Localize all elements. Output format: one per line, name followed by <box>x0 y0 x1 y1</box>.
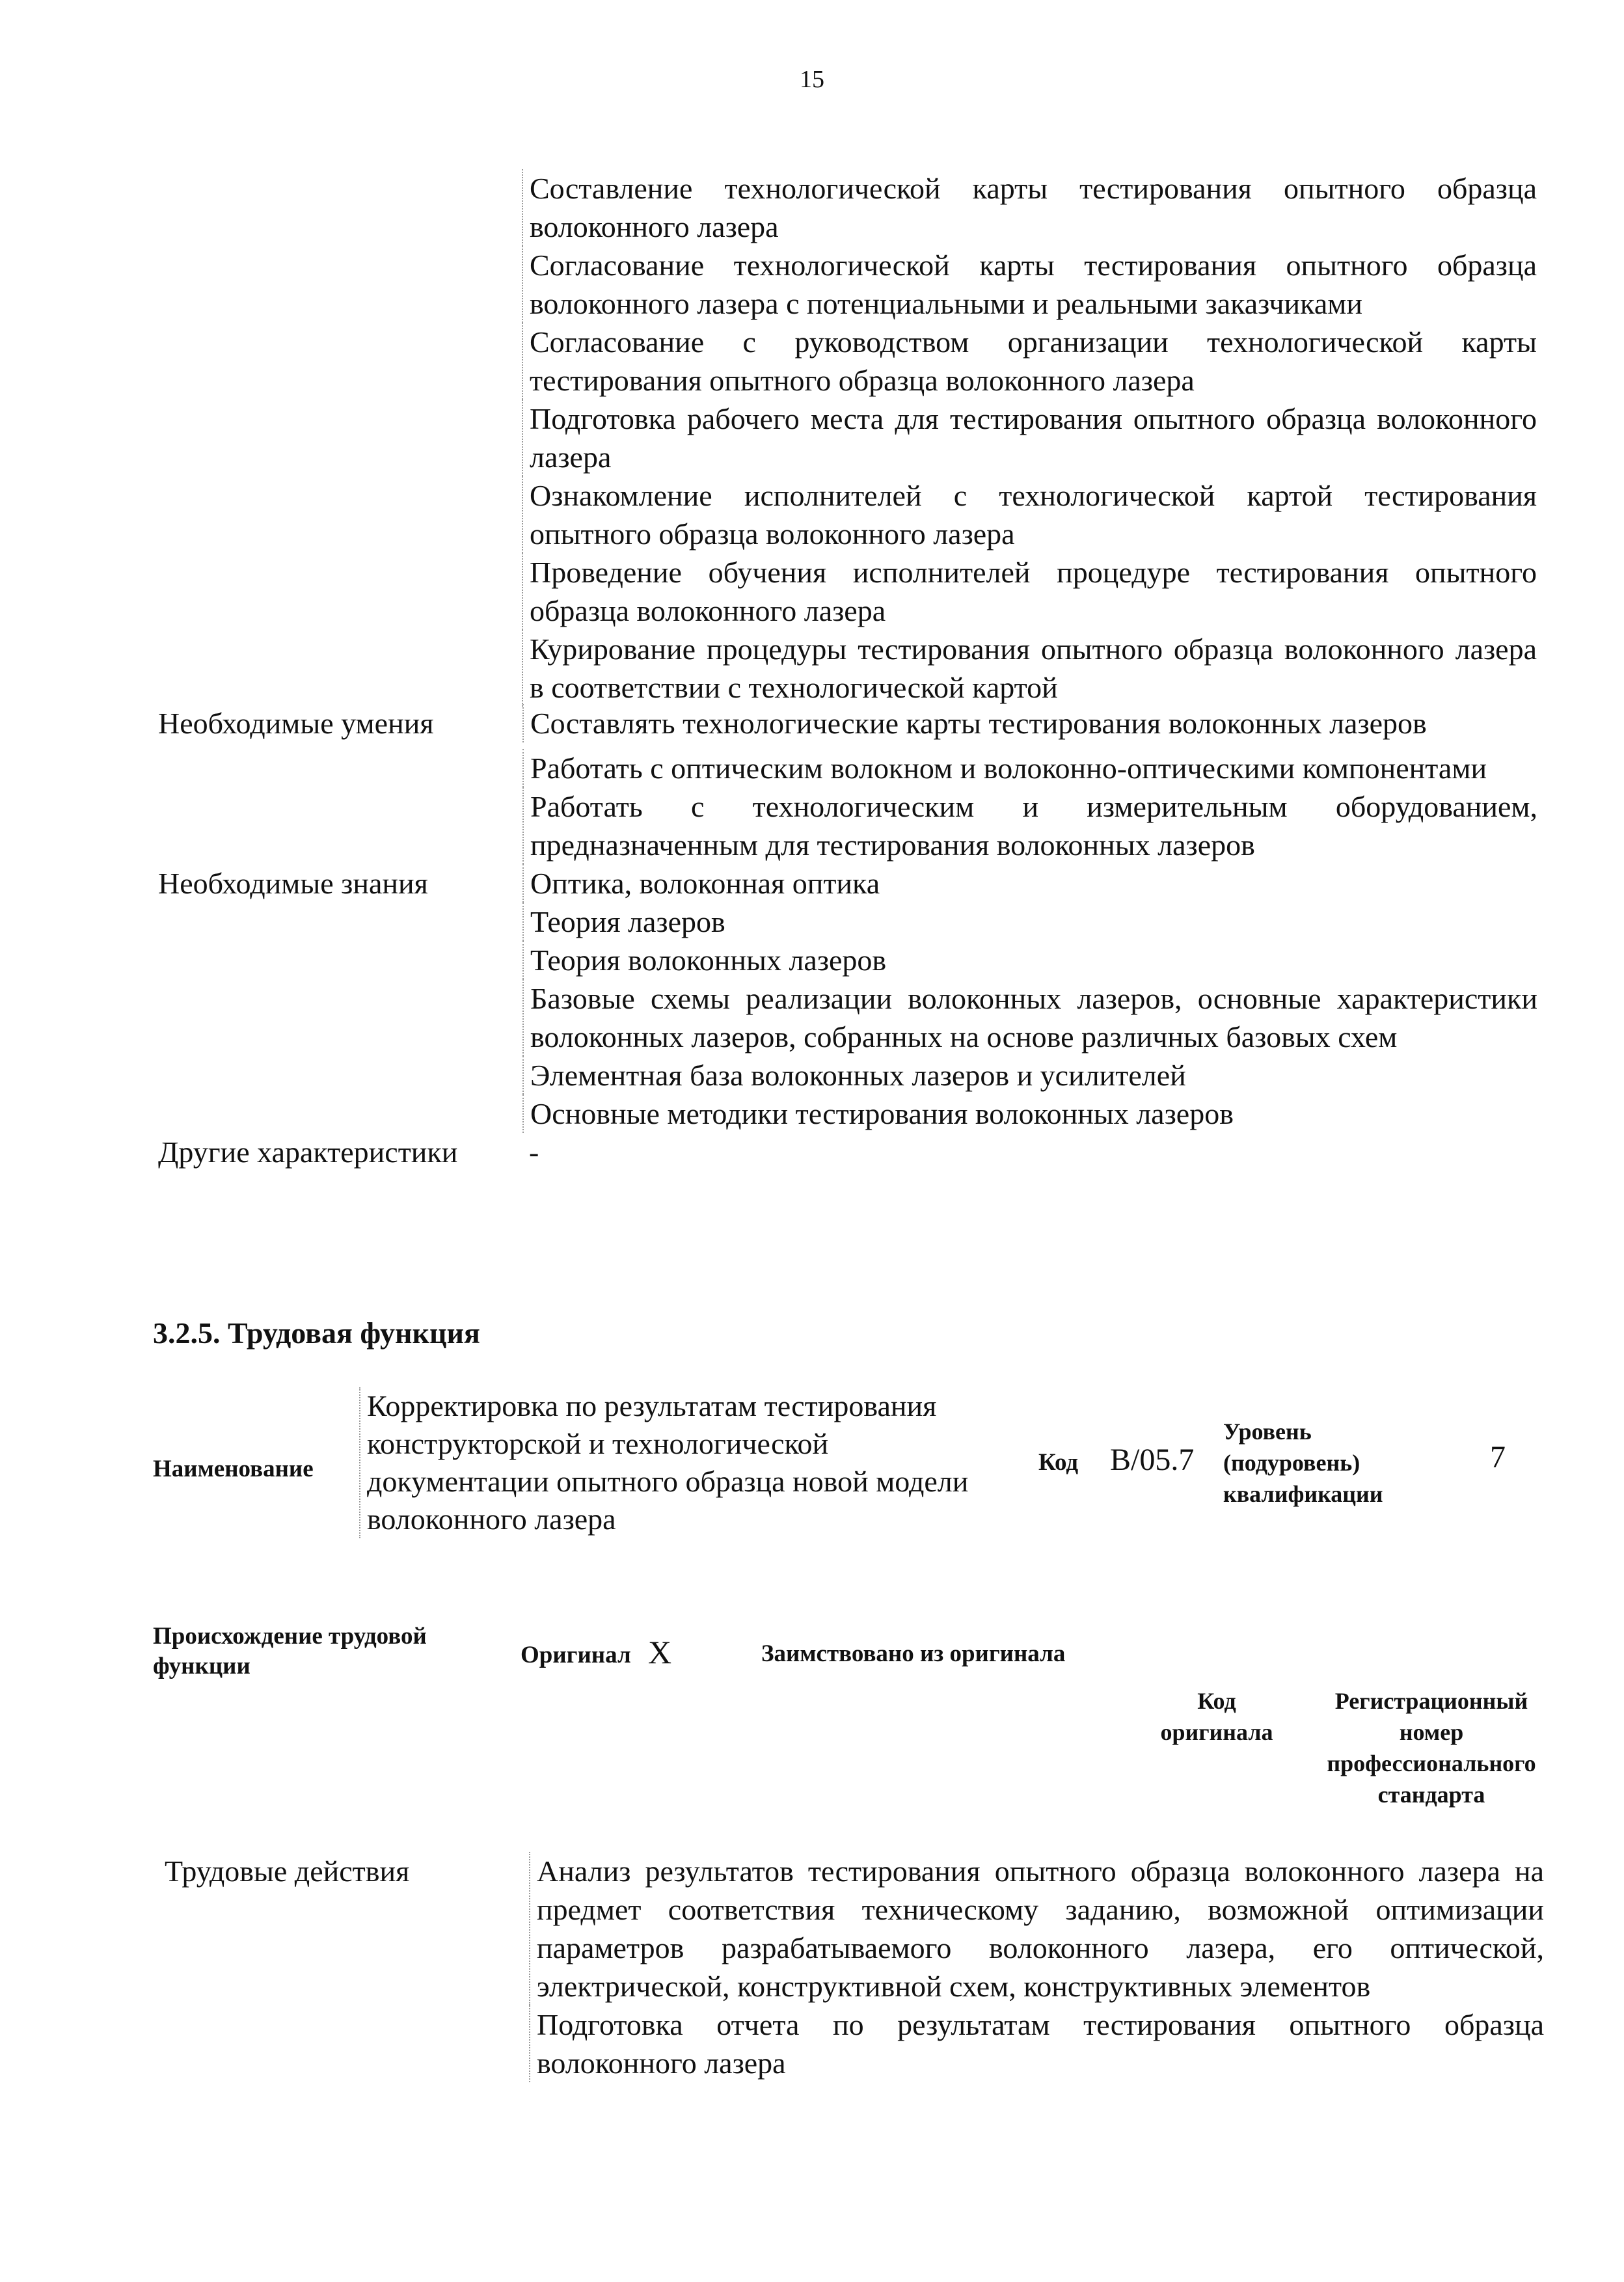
knowledge-item: Основные методики тестирования волоконных лазеров <box>522 1094 1537 1133</box>
skills-list <box>522 704 1537 864</box>
skill-item: Работать с технологическим и измерительным оборудованием, предназначенным для тестирования волоконных лазеров <box>522 787 1537 864</box>
other-row <box>153 1133 1539 1171</box>
other-label: Другие характеристики <box>158 1135 458 1169</box>
knowledge-item: Базовые схемы реализации волоконных лазеров, основные характеристики волоконных лазеров, собранных на основе различных базовых схем <box>522 979 1537 1056</box>
page-number: 15 <box>800 66 824 93</box>
action-item: Согласование с руководством организации технологической карты тестирования опытного образца волоконного лазера <box>522 323 1537 400</box>
knowledge-label: Необходимые знания <box>158 867 428 900</box>
skill-item: Составлять технологические карты тестирования волоконных лазеров <box>522 704 1537 742</box>
action-item: Проведение обучения исполнителей процедуре тестирования опытного образца волоконного лазера <box>522 553 1537 630</box>
code-label: Код <box>1038 1449 1079 1476</box>
skill-item: Работать с оптическим волокном и волоконно-оптическими компонентами <box>522 749 1537 787</box>
action-item: Ознакомление исполнителей с технологической картой тестирования опытного образца волоконного лазера <box>522 476 1537 553</box>
section-title: 3.2.5. Трудовая функция <box>153 1316 480 1350</box>
action-item: Курирование процедуры тестирования опытного образца волоконного лазера в соответствии с технологической картой <box>522 630 1537 707</box>
skills-label: Необходимые умения <box>158 707 434 740</box>
actions-list <box>529 1852 1544 2082</box>
other-value: - <box>529 1135 539 1169</box>
actions-table <box>153 1852 1544 2082</box>
name-label: Наименование <box>153 1456 314 1482</box>
continuation-actions <box>522 169 1537 707</box>
original-label: Оригинал <box>521 1642 631 1668</box>
knowledge-list <box>522 864 1537 1133</box>
knowledge-row <box>153 864 1539 1133</box>
actions-label: Трудовые действия <box>165 1854 410 1888</box>
knowledge-item: Элементная база волоконных лазеров и усилителей <box>522 1056 1537 1094</box>
action-item: Согласование технологической карты тестирования опытного образца волоконного лазера с потенциальными и реальными заказчиками <box>522 246 1537 323</box>
action-item: Подготовка рабочего места для тестирования опытного образца волоконного лазера <box>522 400 1537 476</box>
qualification-level-label: Уровень (подуровень) квалификации <box>1223 1419 1383 1507</box>
original-mark: Х <box>648 1634 672 1670</box>
knowledge-item: Теория лазеров <box>522 903 1537 941</box>
registration-number-label: Регистрационный номер профессионального стандарта <box>1327 1688 1536 1808</box>
function-name: Корректировка по результатам тестирования конструкторской и технологической документации опытного образца новой модели волоконного лазера <box>359 1387 1018 1538</box>
action-item: Анализ результатов тестирования опытного образца волоконного лазера на предмет соответствия техническому заданию, возможной оптимизации параметров разрабатываемого волоконного лазера, его оптической, электрической, конструктивной схем, конструктивных элементов <box>529 1852 1544 2005</box>
knowledge-item: Оптика, волоконная оптика <box>522 864 1537 903</box>
requirements-table <box>153 704 1539 1171</box>
action-item: Подготовка отчета по результатам тестирования опытного образца волоконного лазера <box>529 2005 1544 2082</box>
code-value: B/05.7 <box>1110 1443 1195 1477</box>
skills-row <box>153 704 1539 864</box>
origin-label: Происхождение трудовой функции <box>153 1623 427 1679</box>
borrowed-label: Заимствовано из оригинала <box>761 1640 1066 1667</box>
actions-row <box>153 1852 1544 2082</box>
action-item: Составление технологической карты тестирования опытного образца волоконного лазера <box>522 169 1537 246</box>
knowledge-item: Теория волоконных лазеров <box>522 941 1537 979</box>
qualification-level-value: 7 <box>1490 1440 1506 1474</box>
code-original-label: Код оригинала <box>1160 1688 1273 1745</box>
